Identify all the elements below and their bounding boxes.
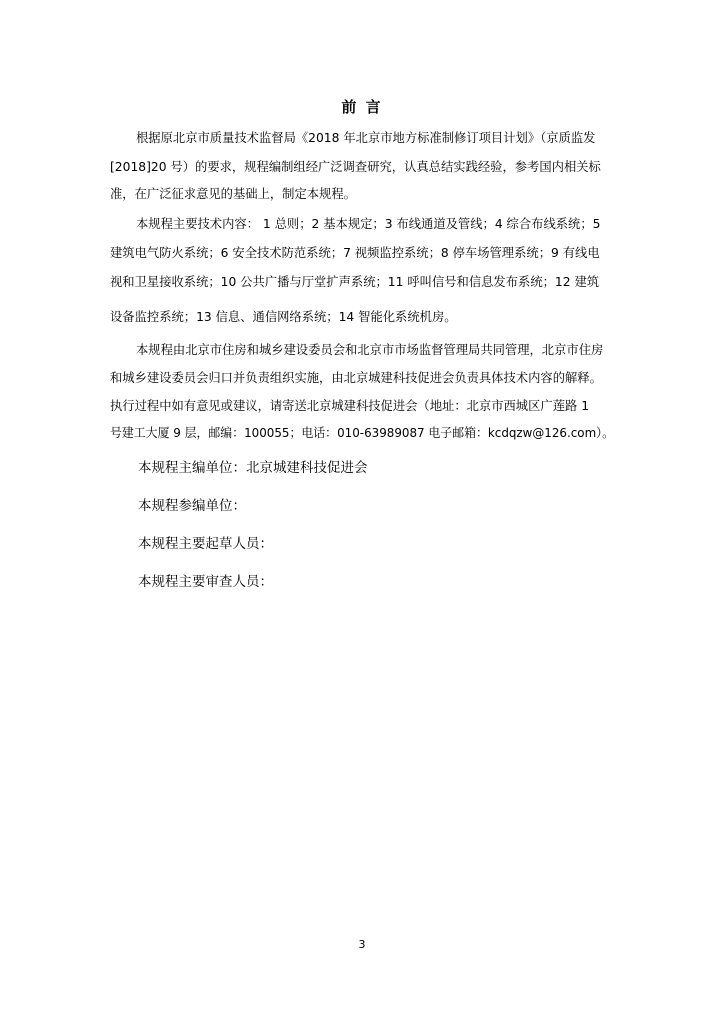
paragraph-3-line-3: 执行过程中如有意见或建议，请寄送北京城建科技促进会（地址：北京市西城区广莲路 1 [110, 399, 590, 413]
paragraph-2-line-2: 建筑电气防火系统；6 安全技术防范系统；7 视频监控系统；8 停车场管理系统；9 有线电 [110, 246, 600, 260]
paragraph-2-line-4: 设备监控系统；13 信息、通信网络系统；14 智能化系统机房。 [110, 310, 457, 324]
chief-unit: 本规程主编单位：北京城建科技促进会 [138, 460, 368, 476]
drafters: 本规程主要起草人员： [138, 536, 273, 552]
paragraph-1-line-2: [2018]20 号）的要求，规程编制组经广泛调查研究，认真总结实践经验，参考国内相关标 [110, 160, 601, 174]
paragraph-2-line-1: 本规程主要技术内容： 1 总则；2 基本规定；3 布线通道及管线；4 综合布线系统；5 [136, 217, 601, 231]
paragraph-2-line-3: 视和卫星接收系统；10 公共广播与厅堂扩声系统；11 呼叫信号和信息发布系统；12 建筑 [110, 275, 600, 289]
paragraph-1-line-1: 根据原北京市质量技术监督局《2018 年北京市地方标准制修订项目计划》（京质监发 [136, 131, 596, 145]
paragraph-3-line-4: 号建工大厦 9 层，邮编：100055；电话：010-63989087 电子邮箱：kcdqzw@126.com）。 [110, 426, 615, 440]
page-title: 前 言 [341, 98, 383, 116]
paragraph-3-line-1: 本规程由北京市住房和城乡建设委员会和北京市市场监督管理局共同管理，北京市住房 [136, 343, 604, 357]
participating-units: 本规程参编单位： [138, 498, 246, 514]
paragraph-3-line-2: 和城乡建设委员会归口并负责组织实施，由北京城建科技促进会负责具体技术内容的解释。 [110, 371, 602, 385]
reviewers: 本规程主要审查人员： [138, 574, 273, 590]
page-number: 3 [358, 938, 366, 951]
paragraph-1-line-3: 准，在广泛征求意见的基础上，制定本规程。 [110, 187, 356, 201]
